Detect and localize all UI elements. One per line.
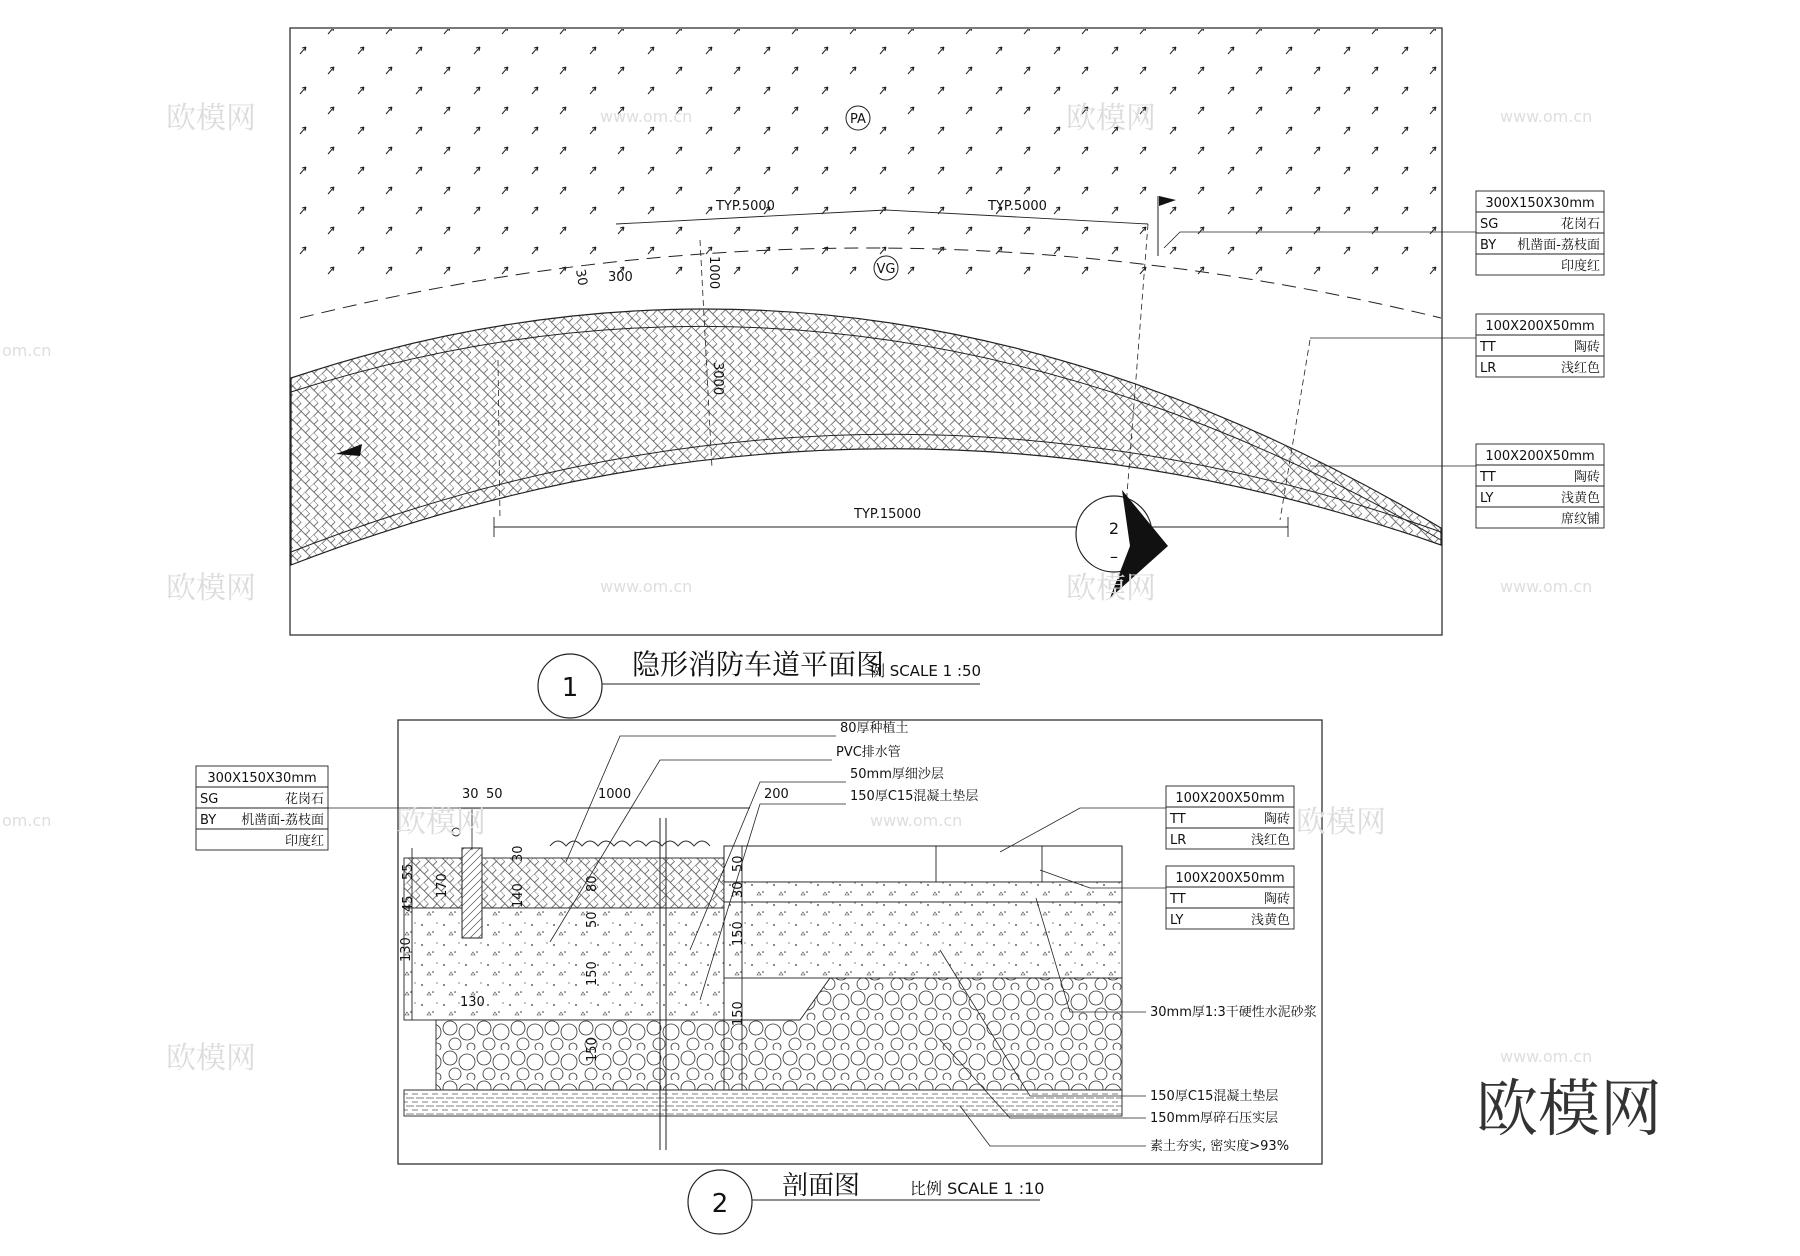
section-table-granite	[196, 766, 328, 850]
plan-table-terracotta-yellow	[1476, 444, 1604, 528]
svg-text:LY: LY	[1170, 913, 1184, 928]
svg-text:席纹铺: 席纹铺	[1560, 512, 1600, 527]
watermark-url-short-2: om.cn	[2, 811, 52, 830]
svg-text:浅红色: 浅红色	[1250, 833, 1290, 848]
section-curb-granite	[462, 848, 482, 938]
plan-circle-vg-label: VG	[876, 262, 896, 277]
plan-dim-typ-left: TYP.5000	[716, 199, 775, 214]
section-label-c15-base: 150厚C15混凝土垫层	[1150, 1089, 1279, 1104]
svg-text:机凿面-荔枝面: 机凿面-荔枝面	[241, 813, 324, 828]
watermark-big-logo: 欧模网	[1476, 1072, 1663, 1145]
section-label-sand: 50mm厚细沙层	[850, 767, 944, 782]
svg-text:花岗石: 花岗石	[1560, 217, 1600, 232]
plan-dim-typ-right: TYP.5000	[988, 199, 1047, 214]
svg-text:100X200X50mm: 100X200X50mm	[1175, 791, 1285, 806]
svg-text:浅红色: 浅红色	[1560, 361, 1600, 376]
svg-text:BY: BY	[1480, 238, 1497, 253]
plan-grass-area	[291, 29, 1441, 279]
section-label-soil: 素土夯实, 密实度>93%	[1150, 1139, 1290, 1154]
svg-text:SG: SG	[200, 792, 219, 807]
plan-dim-1000: 1000	[706, 256, 721, 290]
section-dim-r30: 30	[731, 881, 746, 898]
section-dim-v45: 45	[401, 895, 416, 912]
plan-scale: 例 SCALE 1 :50	[870, 662, 982, 680]
svg-text:SG: SG	[1480, 217, 1499, 232]
watermark-cn-5: 欧模网	[396, 805, 486, 840]
svg-text:浅黄色: 浅黄色	[1560, 491, 1600, 506]
plan-section-mark-num: 2	[1108, 519, 1120, 538]
watermark-cn-3: 欧模网	[166, 571, 256, 606]
section-dim-30: 30	[462, 787, 479, 802]
svg-text:机凿面-荔枝面: 机凿面-荔枝面	[1517, 238, 1600, 253]
section-gravel-right	[724, 978, 1122, 1090]
section-label-c15: 150厚C15混凝土垫层	[850, 789, 979, 804]
section-label-planting-soil: 80厚种植土	[840, 721, 909, 736]
section-mortar-layer	[724, 882, 1122, 902]
section-dim-r150b: 150	[731, 1001, 746, 1026]
section-dim-v130: 130	[399, 937, 414, 962]
svg-text:LY: LY	[1480, 491, 1494, 506]
plan-number: 1	[561, 673, 579, 703]
svg-text:陶砖: 陶砖	[1263, 892, 1290, 907]
section-concrete-layer	[724, 902, 1122, 978]
watermark-cn-6: 欧模网	[1296, 805, 1386, 840]
watermark-url-5: www.om.cn	[870, 811, 963, 830]
section-gravel-left	[436, 1020, 726, 1090]
svg-text:浅黄色: 浅黄色	[1250, 913, 1290, 928]
svg-text:100X200X50mm: 100X200X50mm	[1485, 449, 1595, 464]
plan-dim-300: 300	[608, 270, 633, 285]
plan-dim-typ-15000: TYP.15000	[854, 507, 922, 522]
svg-text:TT: TT	[1170, 892, 1186, 907]
plan-dim-3000: 3000	[710, 362, 725, 396]
plan-section-mark-sub: –	[1110, 547, 1118, 566]
section-scale: 比例 SCALE 1 :10	[910, 1179, 1045, 1198]
section-dim-v30: 30	[511, 845, 526, 862]
svg-text:印度红: 印度红	[284, 834, 324, 849]
svg-text:100X200X50mm: 100X200X50mm	[1485, 319, 1595, 334]
watermark-url-short-1: om.cn	[2, 341, 52, 360]
section-label-gravel: 150mm厚碎石压实层	[1150, 1111, 1279, 1126]
section-table-brick-red	[1166, 786, 1294, 849]
section-leader-brick-red	[1000, 808, 1166, 852]
section-label-mortar: 30mm厚1:3干硬性水泥砂浆	[1150, 1005, 1317, 1020]
plan-title: 隐形消防车道平面图	[632, 648, 885, 681]
section-dim-v55: 55	[401, 863, 416, 880]
section-dim-v150a: 150	[585, 961, 600, 986]
section-dim-v80: 80	[585, 875, 600, 892]
svg-text:TT: TT	[1480, 340, 1496, 355]
svg-text:TT: TT	[1170, 812, 1186, 827]
plan-table-terracotta-red	[1476, 314, 1604, 377]
watermark-cn-1: 欧模网	[166, 101, 256, 136]
watermark-url-1: www.om.cn	[600, 107, 693, 126]
svg-text:TT: TT	[1480, 470, 1496, 485]
section-dim-h130: 130	[460, 995, 485, 1010]
section-dim-50: 50	[486, 787, 503, 802]
svg-text:300X150X30mm: 300X150X30mm	[207, 771, 317, 786]
section-title: 剖面图	[782, 1171, 861, 1201]
watermark-cn-7: 欧模网	[166, 1041, 256, 1076]
section-label-pvc-pipe: PVC排水管	[836, 745, 901, 760]
section-dim-v170: 170	[435, 873, 450, 898]
section-brick-surface	[724, 846, 1122, 882]
svg-text:印度红: 印度红	[1560, 259, 1600, 274]
section-sand-layer	[404, 908, 724, 1020]
plan-circle-pa-label: PA	[850, 112, 866, 127]
section-dim-1000: 1000	[598, 787, 632, 802]
watermark-cn-2: 欧模网	[1066, 101, 1156, 136]
section-dim-200: 200	[764, 787, 789, 802]
plan-table-granite	[1476, 191, 1604, 275]
svg-text:陶砖: 陶砖	[1573, 340, 1600, 355]
svg-text:LR: LR	[1480, 361, 1497, 376]
section-table-brick-yellow	[1166, 866, 1294, 929]
watermark-url-2: www.om.cn	[1500, 107, 1593, 126]
svg-text:300X150X30mm: 300X150X30mm	[1485, 196, 1595, 211]
section-number: 2	[711, 1189, 729, 1219]
section-dim-v50: 50	[585, 911, 600, 928]
svg-text:LR: LR	[1170, 833, 1187, 848]
section-dim-v150b: 150	[585, 1037, 600, 1062]
svg-text:100X200X50mm: 100X200X50mm	[1175, 871, 1285, 886]
svg-text:花岗石: 花岗石	[284, 792, 324, 807]
section-dim-r150: 150	[731, 921, 746, 946]
watermark-cn-4: 欧模网	[1066, 571, 1156, 606]
plan-dim-30: 30	[572, 268, 590, 287]
watermark-url-3: www.om.cn	[600, 577, 693, 596]
section-dim-v140: 140	[511, 883, 526, 908]
svg-text:BY: BY	[200, 813, 217, 828]
watermark-url-6: www.om.cn	[1500, 1047, 1593, 1066]
svg-text:陶砖: 陶砖	[1263, 812, 1290, 827]
watermark-url-4: www.om.cn	[1500, 577, 1593, 596]
section-dim-r50: 50	[731, 855, 746, 872]
svg-text:陶砖: 陶砖	[1573, 470, 1600, 485]
section-compacted-soil	[404, 1090, 1122, 1116]
section-planting-soil	[404, 858, 724, 908]
